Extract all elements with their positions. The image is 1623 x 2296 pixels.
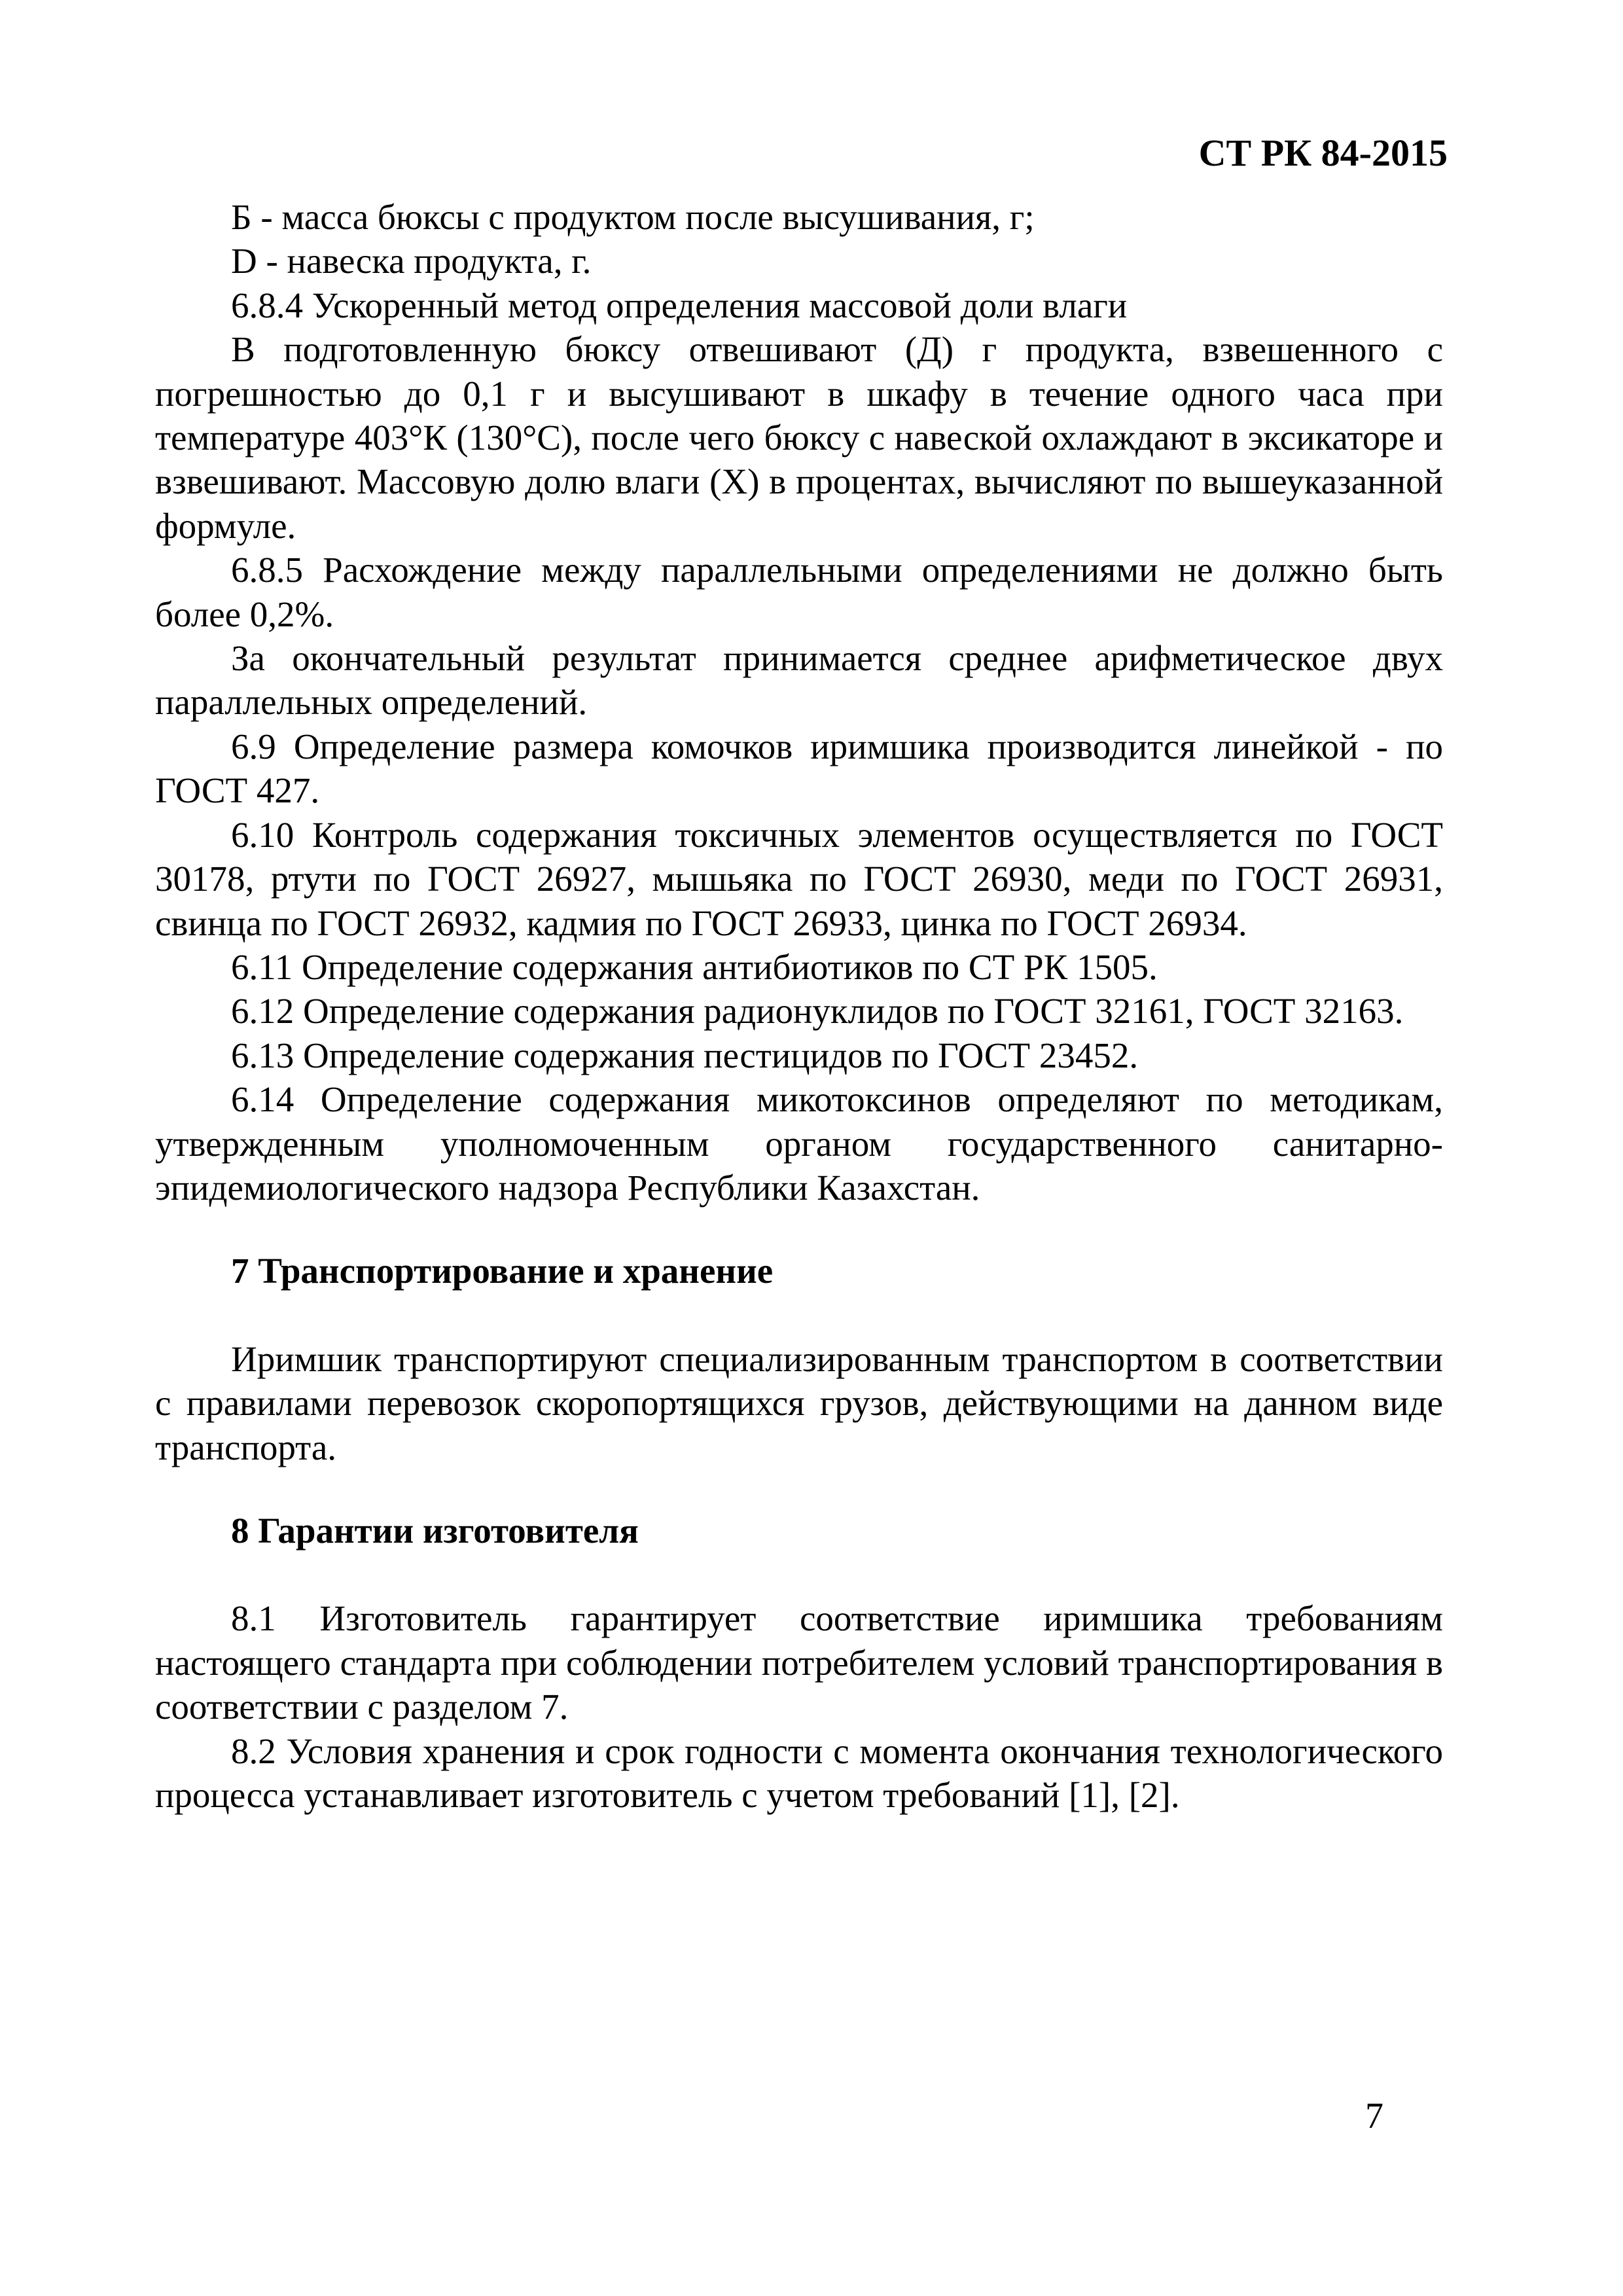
- document-body: [155, 195, 1443, 1817]
- paragraph: 8.2 Условия хранения и срок годности с момента окончания технологического процесса устанавливает изготовитель с учетом требований [1], [2].: [155, 1731, 1443, 1815]
- paragraph: 6.12 Определение содержания радионуклидов по ГОСТ 32161, ГОСТ 32163.: [231, 991, 1404, 1031]
- paragraph: 6.9 Определение размера комочков иримшика производится линейкой - по ГОСТ 427.: [155, 726, 1443, 811]
- section-heading: 7 Транспортирование и хранение: [231, 1251, 774, 1291]
- paragraph: 6.14 Определение содержания микотоксинов определяют по методикам, утвержденным уполномоченным органом государственного санитарно-эпидемиологического надзора Республики Казахстан.: [155, 1079, 1443, 1208]
- paragraph: Б - масса бюксы с продуктом после высушивания, г;: [231, 197, 1035, 237]
- paragraph: 6.8.4 Ускоренный метод определения массовой доли влаги: [231, 285, 1128, 325]
- paragraph: В подготовленную бюксу отвешивают (Д) г продукта, взвешенного с погрешностью до 0,1 г и высушивают в шкафу в течение одного часа при температуре 403°К (130°С), после чего бюксу с навеской охлаждают в эксикаторе и взвешивают. Массовую долю влаги (Х) в процентах, вычисляют по вышеуказанной формуле.: [155, 329, 1443, 546]
- document-code: СТ РК 84-2015: [1198, 132, 1448, 174]
- paragraph: Иримшик транспортируют специализированным транспортом в соответствии с правилами перевозок скоропортящихся грузов, действующими на данном виде транспорта.: [155, 1338, 1443, 1467]
- section-heading: 8 Гарантии изготовителя: [231, 1510, 639, 1551]
- paragraph: За окончательный результат принимается среднее арифметическое двух параллельных определений.: [155, 638, 1443, 723]
- paragraph: D - навеска продукта, г.: [231, 241, 592, 281]
- paragraph: 6.11 Определение содержания антибиотиков по СТ РК 1505.: [231, 946, 1158, 987]
- page-number: 7: [1365, 2096, 1383, 2136]
- paragraph: 6.10 Контроль содержания токсичных элементов осуществляется по ГОСТ 30178, ртути по ГОСТ 26927, мышьяка по ГОСТ 26930, меди по ГОСТ 26931, свинца по ГОСТ 26932, кадмия по ГОСТ 26933, цинка по ГОСТ 26934.: [155, 814, 1443, 943]
- paragraph: 8.1 Изготовитель гарантирует соответствие иримшика требованиям настоящего стандарта при соблюдении потребителем условий транспортирования в соответствии с разделом 7.: [155, 1598, 1443, 1727]
- paragraph: 6.13 Определение содержания пестицидов по ГОСТ 23452.: [231, 1035, 1139, 1075]
- paragraph: 6.8.5 Расхождение между параллельными определениями не должно быть более 0,2%.: [155, 550, 1443, 634]
